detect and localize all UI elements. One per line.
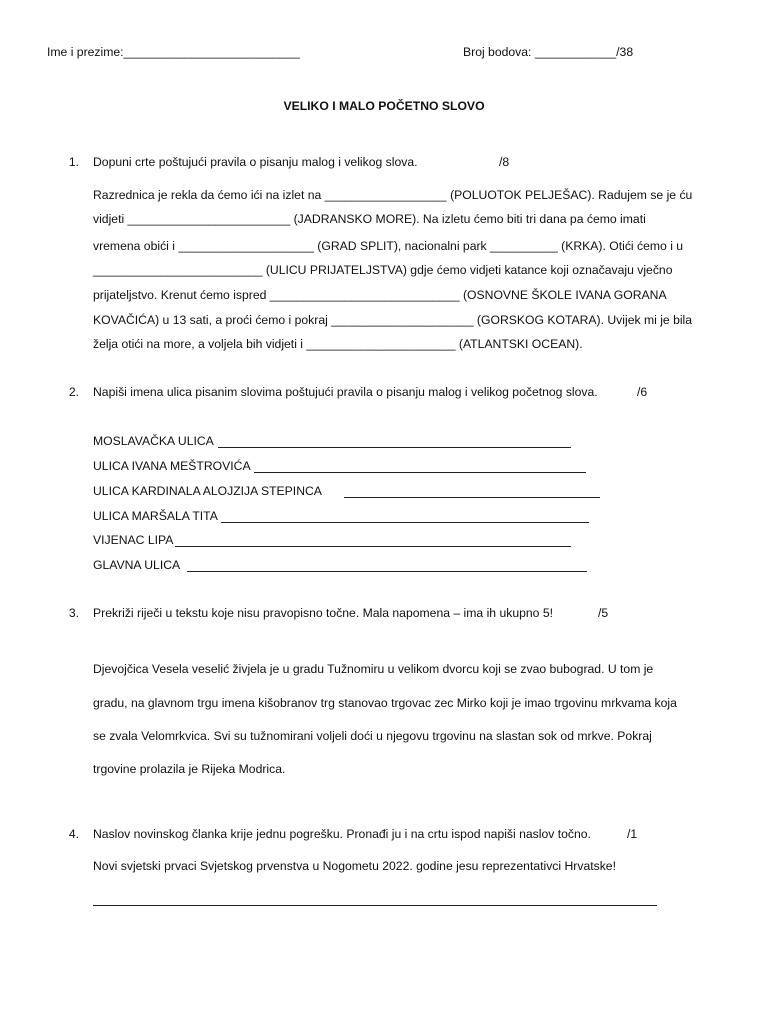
page-title: VELIKO I MALO POČETNO SLOVO (283, 99, 485, 113)
street-answer-line[interactable] (254, 472, 586, 473)
street-answer-line[interactable] (344, 497, 600, 498)
task-4-answer-line[interactable] (93, 905, 657, 906)
task-1-text-line: želja otići na more, a voljela bih vidjeti i ______________________ (ATLANTSKI OCEAN). (93, 337, 583, 351)
task-3-number: 3. (68, 606, 79, 620)
task-1-number: 1. (68, 155, 79, 169)
task-4-points: /1 (627, 827, 638, 841)
street-name: VIJENAC LIPA (93, 533, 174, 547)
street-name: MOSLAVAČKA ULICA (93, 434, 214, 448)
score-field-label: Broj bodova: ____________/38 (463, 45, 634, 59)
street-name: ULICA IVANA MEŠTROVIĆA (93, 459, 251, 473)
task-1-text-line: Razrednica je rekla da ćemo ići na izlet na __________________ (POLUOTOK PELJEŠAC). Radujem se je ću (93, 188, 693, 202)
task-1-text-line: _________________________ (ULICU PRIJATELJSTVA) gdje ćemo vidjeti katance koji označavaju vječno (93, 263, 673, 277)
task-3-text-line: trgovine prolazila je Rijeka Modrica. (93, 762, 286, 776)
task-3-text-line: se zvala Velomrkvica. Svi su tužnomirani voljeli doći u njegovu trgovinu na slastan sok od mrkve. Pokraj (93, 729, 652, 743)
task-4-headline: Novi svjetski prvaci Svjetskog prvenstva u Nogometu 2022. godine jesu reprezentativci Hrvatske! (93, 859, 616, 873)
task-4-instruction: Naslov novinskog članka krije jednu pogrešku. Pronađi ju i na crtu ispod napiši naslov točno. (93, 827, 591, 841)
task-3-text-line: gradu, na glavnom trgu imena kišobranov trg stanovao trgovac zec Mirko koji je imao trgovinu mrkvama koja (93, 696, 677, 710)
street-answer-line[interactable] (175, 546, 571, 547)
street-name: GLAVNA ULICA (93, 558, 181, 572)
task-2-points: /6 (637, 385, 648, 399)
task-3-instruction: Prekriži riječi u tekstu koje nisu pravopisno točne. Mala napomena – ima ih ukupno 5! (93, 606, 553, 620)
name-field-label: Ime i prezime:__________________________ (47, 45, 300, 59)
street-answer-line[interactable] (218, 447, 571, 448)
task-1-text-line: vidjeti ________________________ (JADRANSKO MORE). Na izletu ćemo biti tri dana pa ćemo imati (93, 212, 646, 226)
street-answer-line[interactable] (221, 522, 589, 523)
task-4-number: 4. (68, 827, 79, 841)
task-2-instruction: Napiši imena ulica pisanim slovima poštujući pravila o pisanju malog i velikog početnog slova. (93, 385, 598, 399)
street-answer-line[interactable] (187, 571, 587, 572)
task-3-text-line: Djevojčica Vesela veselić živjela je u gradu Tužnomiru u velikom dvorcu koji se zvao bubograd. U tom je (93, 662, 654, 676)
task-1-instruction: Dopuni crte poštujući pravila o pisanju malog i velikog slova. (93, 155, 418, 169)
task-1-text-line: KOVAČIĆA) u 13 sati, a proći ćemo i pokraj _____________________ (GORSKOG KOTARA). Uvijek mi je bila (93, 313, 693, 327)
task-1-text-line: prijateljstvo. Krenut ćemo ispred ____________________________ (OSNOVNE ŠKOLE IVANA GORANA (93, 288, 667, 302)
street-name: ULICA KARDINALA ALOJZIJA STEPINCA (93, 484, 322, 498)
task-3-points: /5 (598, 606, 609, 620)
task-1-text-line: vremena obići i ____________________ (GRAD SPLIT), nacionalni park __________ (KRKA). Otići ćemo i u (93, 239, 684, 253)
street-name: ULICA MARŠALA TITA (93, 509, 218, 523)
task-1-points: /8 (499, 155, 510, 169)
task-2-number: 2. (68, 385, 79, 399)
